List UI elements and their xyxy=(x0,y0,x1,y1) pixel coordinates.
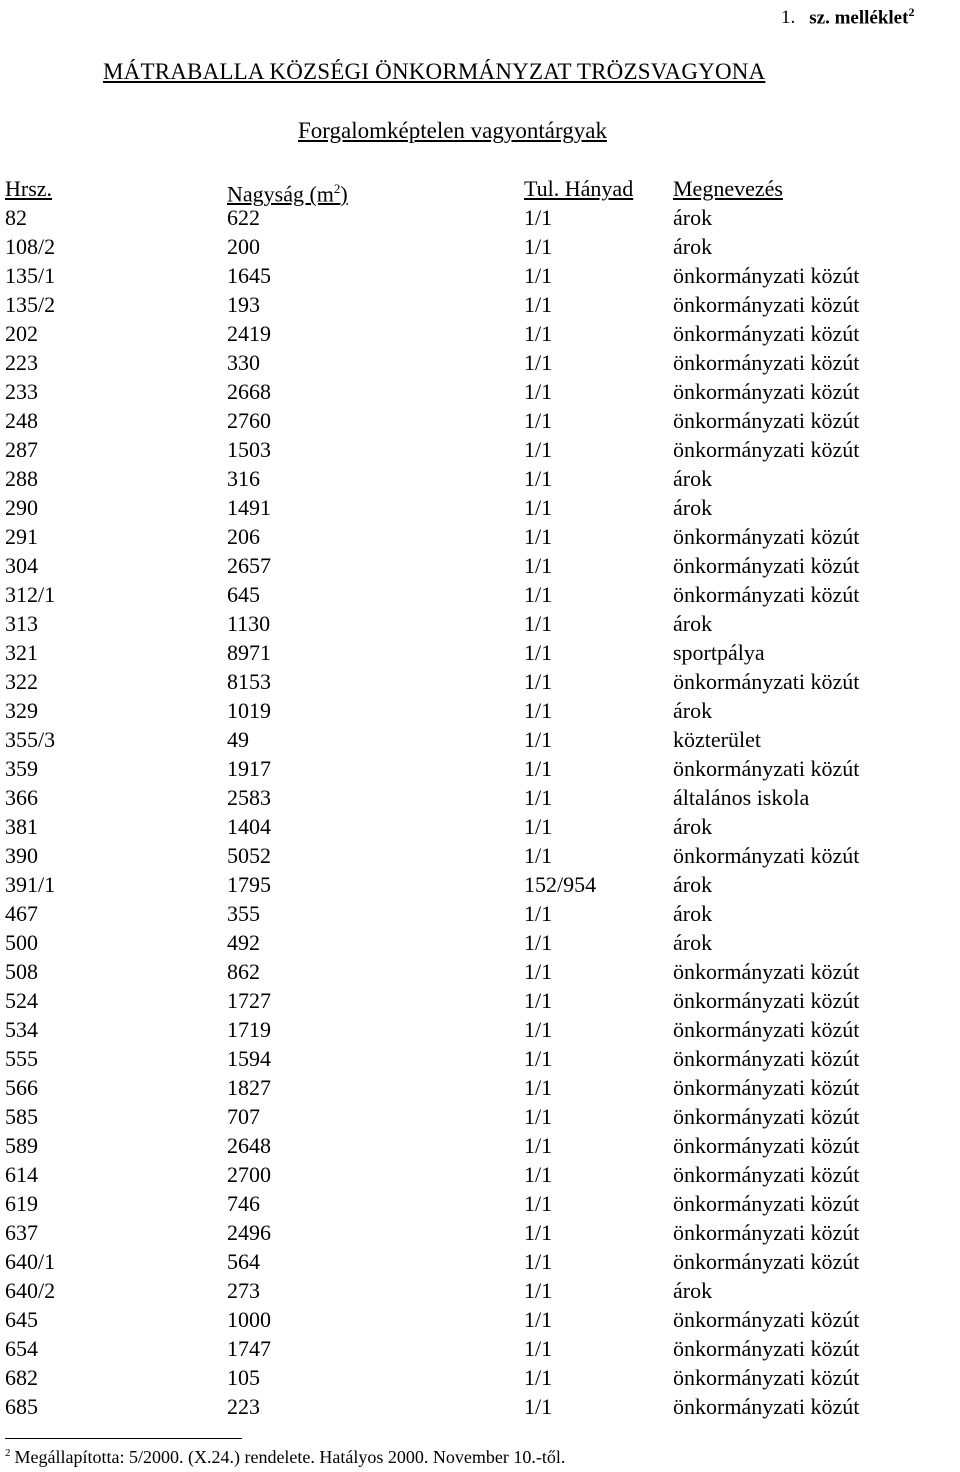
cell-hanyad: 1/1 xyxy=(524,553,553,578)
cell-megnevezes: önkormányzati közút xyxy=(673,321,860,346)
cell-nagysag: 2700 xyxy=(227,1162,271,1187)
cell-hanyad: 1/1 xyxy=(524,640,553,665)
table-row xyxy=(5,319,905,348)
annex-number: 1. xyxy=(781,7,796,29)
cell-megnevezes: árok xyxy=(673,466,713,491)
header-hrsz: Hrsz. xyxy=(5,176,53,201)
cell-megnevezes: önkormányzati közút xyxy=(673,959,860,984)
table-row xyxy=(5,1044,905,1073)
table-body xyxy=(5,203,905,1421)
cell-nagysag: 2648 xyxy=(227,1133,271,1158)
cell-megnevezes: önkormányzati közút xyxy=(673,1191,860,1216)
cell-hanyad: 1/1 xyxy=(524,814,553,839)
cell-hrsz: 288 xyxy=(5,466,38,491)
cell-hanyad: 1/1 xyxy=(524,263,553,288)
cell-hrsz: 287 xyxy=(5,437,38,462)
header-nagysag-text: Nagyság (m xyxy=(227,181,334,207)
cell-hanyad: 1/1 xyxy=(524,379,553,404)
footnote xyxy=(5,1447,565,1468)
cell-hanyad: 1/1 xyxy=(524,959,553,984)
cell-nagysag: 2657 xyxy=(227,553,271,578)
cell-nagysag: 273 xyxy=(227,1278,260,1303)
table-row xyxy=(5,522,905,551)
table-row xyxy=(5,464,905,493)
cell-nagysag: 193 xyxy=(227,292,260,317)
cell-hanyad: 1/1 xyxy=(524,292,553,317)
cell-hanyad: 1/1 xyxy=(524,1017,553,1042)
cell-megnevezes: árok xyxy=(673,611,713,636)
cell-hanyad: 1/1 xyxy=(524,437,553,462)
cell-hrsz: 135/1 xyxy=(5,263,56,288)
table-row xyxy=(5,1073,905,1102)
cell-megnevezes: önkormányzati közút xyxy=(673,553,860,578)
cell-hrsz: 329 xyxy=(5,698,38,723)
cell-nagysag: 49 xyxy=(227,727,249,752)
cell-nagysag: 1795 xyxy=(227,872,271,897)
table-row xyxy=(5,1015,905,1044)
cell-hanyad: 1/1 xyxy=(524,1307,553,1332)
cell-nagysag: 707 xyxy=(227,1104,260,1129)
cell-hrsz: 555 xyxy=(5,1046,38,1071)
cell-hanyad: 1/1 xyxy=(524,1162,553,1187)
cell-megnevezes: önkormányzati közút xyxy=(673,1104,860,1129)
cell-hrsz: 108/2 xyxy=(5,234,56,259)
cell-hrsz: 637 xyxy=(5,1220,38,1245)
table-row xyxy=(5,783,905,812)
cell-hrsz: 685 xyxy=(5,1394,38,1419)
cell-hanyad: 1/1 xyxy=(524,1133,553,1158)
cell-megnevezes: önkormányzati közút xyxy=(673,988,860,1013)
table-row xyxy=(5,580,905,609)
annex-text: sz. melléklet xyxy=(809,7,909,29)
cell-hrsz: 290 xyxy=(5,495,38,520)
cell-nagysag: 5052 xyxy=(227,843,271,868)
cell-megnevezes: önkormányzati közút xyxy=(673,263,860,288)
cell-hrsz: 508 xyxy=(5,959,38,984)
cell-hrsz: 619 xyxy=(5,1191,38,1216)
table-row xyxy=(5,348,905,377)
cell-hrsz: 381 xyxy=(5,814,38,839)
cell-nagysag: 316 xyxy=(227,466,260,491)
cell-hanyad: 1/1 xyxy=(524,582,553,607)
cell-megnevezes: önkormányzati közút xyxy=(673,582,860,607)
table-row xyxy=(5,812,905,841)
cell-hrsz: 359 xyxy=(5,756,38,781)
cell-hrsz: 291 xyxy=(5,524,38,549)
cell-hanyad: 1/1 xyxy=(524,350,553,375)
cell-megnevezes: árok xyxy=(673,495,713,520)
table-row xyxy=(5,406,905,435)
cell-megnevezes: önkormányzati közút xyxy=(673,1394,860,1419)
cell-megnevezes: árok xyxy=(673,1278,713,1303)
table-row xyxy=(5,261,905,290)
cell-hrsz: 248 xyxy=(5,408,38,433)
cell-hrsz: 322 xyxy=(5,669,38,694)
table-row xyxy=(5,435,905,464)
cell-megnevezes: önkormányzati közút xyxy=(673,1162,860,1187)
cell-nagysag: 622 xyxy=(227,205,260,230)
cell-nagysag: 1130 xyxy=(227,611,271,636)
cell-nagysag: 206 xyxy=(227,524,260,549)
cell-megnevezes: árok xyxy=(673,814,713,839)
cell-hanyad: 1/1 xyxy=(524,234,553,259)
cell-hrsz: 640/1 xyxy=(5,1249,56,1274)
table-row xyxy=(5,957,905,986)
cell-hanyad: 1/1 xyxy=(524,1336,553,1361)
table-row xyxy=(5,841,905,870)
cell-nagysag: 1917 xyxy=(227,756,271,781)
cell-nagysag: 2668 xyxy=(227,379,271,404)
cell-megnevezes: önkormányzati közút xyxy=(673,408,860,433)
cell-nagysag: 1491 xyxy=(227,495,271,520)
cell-hrsz: 135/2 xyxy=(5,292,56,317)
cell-hanyad: 1/1 xyxy=(524,495,553,520)
table-row xyxy=(5,696,905,725)
table-row xyxy=(5,1131,905,1160)
cell-hrsz: 566 xyxy=(5,1075,38,1100)
cell-hanyad: 1/1 xyxy=(524,988,553,1013)
cell-hrsz: 321 xyxy=(5,640,38,665)
footnote-divider xyxy=(5,1438,242,1439)
cell-hanyad: 1/1 xyxy=(524,1365,553,1390)
cell-hrsz: 500 xyxy=(5,930,38,955)
table-row xyxy=(5,290,905,319)
cell-megnevezes: önkormányzati közút xyxy=(673,1075,860,1100)
cell-hanyad: 1/1 xyxy=(524,669,553,694)
cell-megnevezes: önkormányzati közút xyxy=(673,1307,860,1332)
cell-hrsz: 82 xyxy=(5,205,27,230)
table-row xyxy=(5,1392,905,1421)
table-header-row xyxy=(5,174,905,207)
cell-nagysag: 1747 xyxy=(227,1336,271,1361)
cell-nagysag: 1719 xyxy=(227,1017,271,1042)
cell-hanyad: 1/1 xyxy=(524,901,553,926)
cell-hrsz: 534 xyxy=(5,1017,38,1042)
cell-hrsz: 645 xyxy=(5,1307,38,1332)
cell-megnevezes: árok xyxy=(673,872,713,897)
cell-megnevezes: önkormányzati közút xyxy=(673,292,860,317)
cell-megnevezes: árok xyxy=(673,901,713,926)
cell-megnevezes: önkormányzati közút xyxy=(673,843,860,868)
cell-nagysag: 2496 xyxy=(227,1220,271,1245)
cell-nagysag: 1727 xyxy=(227,988,271,1013)
cell-hanyad: 1/1 xyxy=(524,1075,553,1100)
cell-hanyad: 1/1 xyxy=(524,930,553,955)
cell-nagysag: 564 xyxy=(227,1249,260,1274)
cell-nagysag: 1404 xyxy=(227,814,271,839)
cell-hrsz: 390 xyxy=(5,843,38,868)
cell-megnevezes: árok xyxy=(673,234,713,259)
property-table xyxy=(5,174,905,1421)
cell-nagysag: 862 xyxy=(227,959,260,984)
cell-hanyad: 1/1 xyxy=(524,1046,553,1071)
cell-hrsz: 654 xyxy=(5,1336,38,1361)
table-row xyxy=(5,551,905,580)
table-row xyxy=(5,1102,905,1131)
cell-nagysag: 8153 xyxy=(227,669,271,694)
cell-hrsz: 366 xyxy=(5,785,38,810)
cell-nagysag: 330 xyxy=(227,350,260,375)
table-row xyxy=(5,1305,905,1334)
cell-hanyad: 1/1 xyxy=(524,321,553,346)
cell-megnevezes: közterület xyxy=(673,727,761,752)
cell-hrsz: 313 xyxy=(5,611,38,636)
footnote-text: Megállapította: 5/2000. (X.24.) rendelete. Hatályos 2000. November 10.-től. xyxy=(14,1447,566,1467)
cell-hanyad: 1/1 xyxy=(524,611,553,636)
cell-megnevezes: sportpálya xyxy=(673,640,765,665)
table-row xyxy=(5,899,905,928)
table-row xyxy=(5,1189,905,1218)
cell-megnevezes: általános iskola xyxy=(673,785,810,810)
cell-megnevezes: önkormányzati közút xyxy=(673,350,860,375)
cell-nagysag: 1000 xyxy=(227,1307,271,1332)
cell-nagysag: 1019 xyxy=(227,698,271,723)
cell-hanyad: 1/1 xyxy=(524,1220,553,1245)
cell-nagysag: 1503 xyxy=(227,437,271,462)
cell-hrsz: 223 xyxy=(5,350,38,375)
header-megnevezes: Megnevezés xyxy=(673,176,783,201)
cell-hanyad: 1/1 xyxy=(524,785,553,810)
cell-hrsz: 391/1 xyxy=(5,872,56,897)
cell-hanyad: 1/1 xyxy=(524,756,553,781)
table-row xyxy=(5,1160,905,1189)
cell-hrsz: 202 xyxy=(5,321,38,346)
table-row xyxy=(5,870,905,899)
header-nagysag-sup: 2 xyxy=(333,181,341,196)
cell-nagysag: 1827 xyxy=(227,1075,271,1100)
cell-hanyad: 1/1 xyxy=(524,1249,553,1274)
header-hanyad: Tul. Hányad xyxy=(524,176,634,201)
cell-megnevezes: árok xyxy=(673,205,713,230)
table-row xyxy=(5,377,905,406)
cell-nagysag: 2760 xyxy=(227,408,271,433)
document-subtitle: Forgalomképtelen vagyontárgyak xyxy=(298,118,607,143)
cell-hanyad: 152/954 xyxy=(524,872,597,897)
document-title: MÁTRABALLA KÖZSÉGI ÖNKORMÁNYZAT TRÖZSVAGYONA xyxy=(103,59,766,84)
cell-hanyad: 1/1 xyxy=(524,524,553,549)
table-row xyxy=(5,754,905,783)
cell-hanyad: 1/1 xyxy=(524,408,553,433)
table-row xyxy=(5,1334,905,1363)
cell-hanyad: 1/1 xyxy=(524,843,553,868)
cell-hrsz: 233 xyxy=(5,379,38,404)
table-row xyxy=(5,203,905,232)
cell-megnevezes: árok xyxy=(673,698,713,723)
cell-nagysag: 645 xyxy=(227,582,260,607)
cell-megnevezes: önkormányzati közút xyxy=(673,1220,860,1245)
table-row xyxy=(5,232,905,261)
table-row xyxy=(5,609,905,638)
cell-megnevezes: önkormányzati közút xyxy=(673,669,860,694)
table-row xyxy=(5,493,905,522)
cell-hrsz: 589 xyxy=(5,1133,38,1158)
cell-hanyad: 1/1 xyxy=(524,727,553,752)
annex-footnote-ref: 2 xyxy=(908,5,915,19)
cell-nagysag: 746 xyxy=(227,1191,260,1216)
cell-megnevezes: önkormányzati közút xyxy=(673,1336,860,1361)
cell-nagysag: 1594 xyxy=(227,1046,271,1071)
cell-nagysag: 105 xyxy=(227,1365,260,1390)
table-row xyxy=(5,1276,905,1305)
cell-hanyad: 1/1 xyxy=(524,698,553,723)
cell-megnevezes: önkormányzati közút xyxy=(673,756,860,781)
cell-nagysag: 200 xyxy=(227,234,260,259)
table-row xyxy=(5,928,905,957)
cell-nagysag: 8971 xyxy=(227,640,271,665)
cell-megnevezes: önkormányzati közút xyxy=(673,1133,860,1158)
cell-hanyad: 1/1 xyxy=(524,1104,553,1129)
footnote-mark: 2 xyxy=(5,1447,11,1459)
header-nagysag-close: ) xyxy=(340,181,348,207)
cell-megnevezes: önkormányzati közút xyxy=(673,1365,860,1390)
cell-hrsz: 467 xyxy=(5,901,38,926)
table-row xyxy=(5,986,905,1015)
cell-nagysag: 2419 xyxy=(227,321,271,346)
annex-label xyxy=(781,5,914,29)
cell-hrsz: 614 xyxy=(5,1162,38,1187)
cell-hrsz: 640/2 xyxy=(5,1278,56,1303)
cell-nagysag: 355 xyxy=(227,901,260,926)
table-row xyxy=(5,667,905,696)
cell-megnevezes: árok xyxy=(673,930,713,955)
cell-hrsz: 682 xyxy=(5,1365,38,1390)
cell-hanyad: 1/1 xyxy=(524,1394,553,1419)
cell-hrsz: 524 xyxy=(5,988,38,1013)
cell-hanyad: 1/1 xyxy=(524,466,553,491)
table-row xyxy=(5,1363,905,1392)
cell-megnevezes: önkormányzati közút xyxy=(673,524,860,549)
table-row xyxy=(5,1247,905,1276)
cell-megnevezes: önkormányzati közút xyxy=(673,1249,860,1274)
cell-nagysag: 1645 xyxy=(227,263,271,288)
table-row xyxy=(5,1218,905,1247)
cell-megnevezes: önkormányzati közút xyxy=(673,1046,860,1071)
table-row xyxy=(5,638,905,667)
cell-nagysag: 2583 xyxy=(227,785,271,810)
cell-hrsz: 312/1 xyxy=(5,582,56,607)
cell-hrsz: 355/3 xyxy=(5,727,56,752)
cell-hrsz: 585 xyxy=(5,1104,38,1129)
cell-megnevezes: önkormányzati közút xyxy=(673,437,860,462)
cell-hanyad: 1/1 xyxy=(524,1191,553,1216)
cell-hanyad: 1/1 xyxy=(524,1278,553,1303)
cell-nagysag: 492 xyxy=(227,930,260,955)
cell-megnevezes: önkormányzati közút xyxy=(673,379,860,404)
table-row xyxy=(5,725,905,754)
cell-hrsz: 304 xyxy=(5,553,38,578)
cell-megnevezes: önkormányzati közút xyxy=(673,1017,860,1042)
cell-hanyad: 1/1 xyxy=(524,205,553,230)
cell-nagysag: 223 xyxy=(227,1394,260,1419)
